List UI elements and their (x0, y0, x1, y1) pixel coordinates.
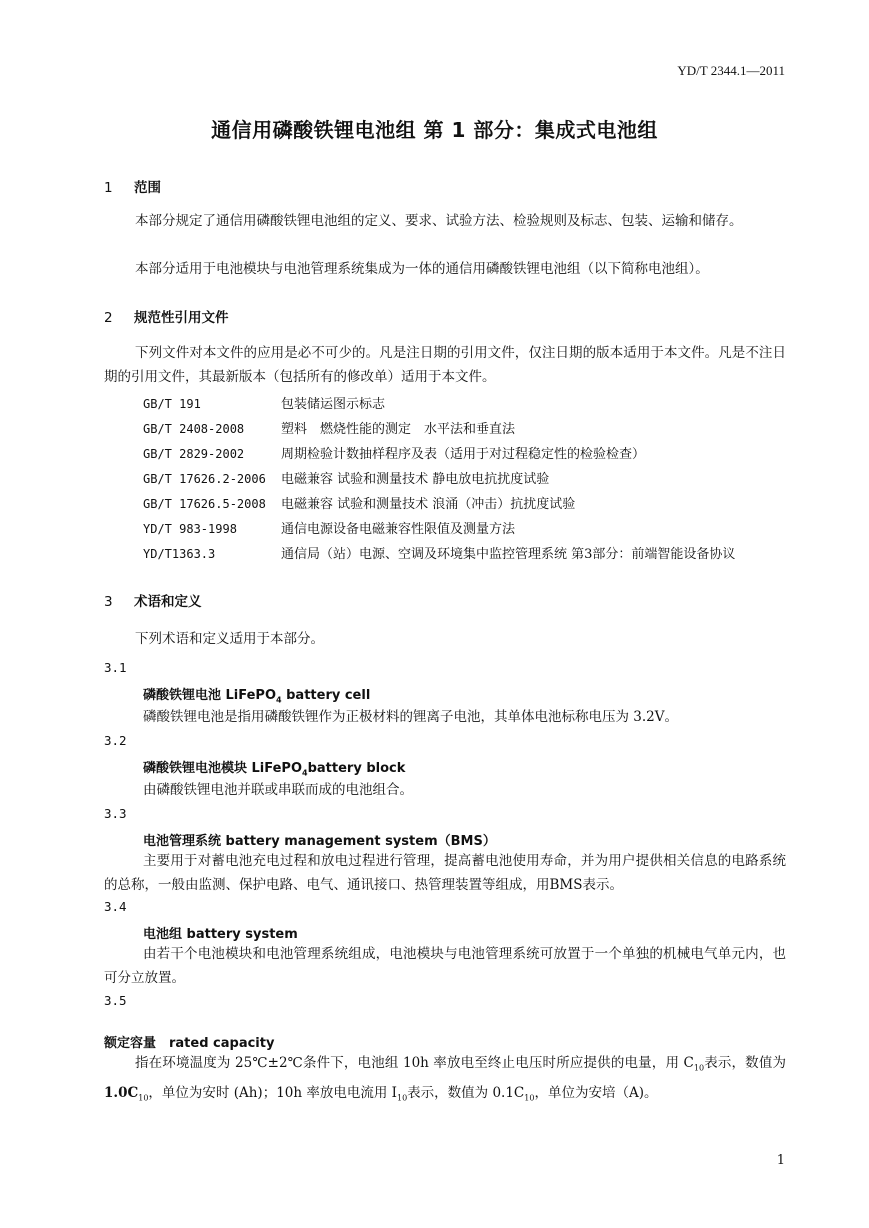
term-definition: 由若干个电池模块和电池管理系统组成，电池模块与电池管理系统可放置于一个单独的机械电气单元内，也可分立放置。 (104, 946, 786, 986)
reference-title: 通信电源设备电磁兼容性限值及测量方法 (281, 522, 516, 537)
clause-number: 3.1 (104, 660, 127, 675)
reference-item (143, 493, 575, 512)
section-number: 2 (104, 310, 113, 326)
reference-code: GB/T 2408-2008 (143, 422, 245, 436)
reference-item (143, 543, 735, 562)
section-title: 范围 (134, 180, 161, 196)
clause-number: 3.2 (104, 733, 127, 748)
reference-code: GB/T 2829-2002 (143, 447, 245, 461)
reference-title: 电磁兼容 试验和测量技术 浪涌（冲击）抗扰度试验 (281, 497, 576, 512)
term-definition: 主要用于对蓄电池充电过程和放电过程进行管理，提高蓄电池使用寿命，并为用户提供相关信息的电路系统的总称，一般由监测、保护电路、电气、通讯接口、热管理装置等组成，用BMS表示。 (104, 853, 786, 893)
reference-item (143, 468, 549, 487)
reference-title: 塑料 燃烧性能的测定 水平法和垂直法 (281, 422, 516, 437)
term-rated-capacity: 额定容量 rated capacity (104, 1036, 275, 1051)
reference-code: GB/T 17626.2-2006 (143, 472, 266, 486)
reference-code: GB/T 191 (143, 397, 201, 411)
reference-item (143, 418, 515, 437)
reference-code: YD/T1363.3 (143, 547, 216, 561)
clause-number: 3.5 (104, 993, 127, 1008)
reference-item (143, 393, 385, 412)
term-definition: 指在环境温度为 25℃±2℃条件下，电池组 10h 率放电至终止电压时所应提供的电量，用 $C_{10}$表示，数值为 $1.0C_{10}$，单位为安时 (Ah)；10h 率放电电流用 $I_{10}$表示，数值为 $0.1C_{10}$，单位为安培（A)。 (104, 1055, 786, 1103)
document-id: YD/T 2344.1—2011 (677, 63, 785, 78)
clause-number: 3.3 (104, 806, 127, 821)
section-2-heading (104, 306, 229, 326)
section-number: 1 (104, 180, 113, 196)
section-1-paragraph-2: 本部分适用于电池模块与电池管理系统集成为一体的通信用磷酸铁锂电池组（以下简称电池组）。 (135, 261, 709, 277)
term-definition: 磷酸铁锂电池是指用磷酸铁锂作为正极材料的锂离子电池，其单体电池标称电压为 3.2V。 (143, 709, 679, 725)
reference-code: YD/T 983-1998 (143, 522, 237, 536)
section-3-intro: 下列术语和定义适用于本部分。 (135, 631, 324, 647)
section-3-heading (104, 590, 202, 610)
page-number: 1 (776, 1153, 785, 1168)
reference-item (143, 443, 645, 462)
term-lifepo4-block: 磷酸铁锂电池模块 LiFePO$_4$battery block (143, 761, 406, 778)
section-1-heading (104, 176, 161, 196)
term-battery-system: 电池组 battery system (143, 927, 298, 942)
section-1-paragraph-1: 本部分规定了通信用磷酸铁锂电池组的定义、要求、试验方法、检验规则及标志、包装、运输和储存。 (135, 213, 743, 229)
section-number: 3 (104, 594, 113, 610)
reference-item (143, 518, 515, 537)
reference-code: GB/T 17626.5-2008 (143, 497, 266, 511)
term-bms: 电池管理系统 battery management system（BMS） (143, 834, 496, 849)
clause-number: 3.4 (104, 899, 127, 914)
reference-title: 电磁兼容 试验和测量技术 静电放电抗扰度试验 (281, 472, 550, 487)
section-title: 规范性引用文件 (134, 310, 229, 326)
reference-title: 周期检验计数抽样程序及表（适用于对过程稳定性的检验检查） (281, 447, 646, 462)
term-definition: 由磷酸铁锂电池并联或串联而成的电池组合。 (143, 782, 413, 798)
section-title: 术语和定义 (134, 594, 202, 610)
term-lifepo4-cell: 磷酸铁锂电池 LiFePO$_4$ battery cell (143, 688, 371, 705)
section-2-paragraph-1: 下列文件对本文件的应用是必不可少的。凡是注日期的引用文件，仅注日期的版本适用于本文件。凡是不注日期的引用文件，其最新版本（包括所有的修改单）适用于本文件。 (104, 345, 786, 385)
reference-title: 包装储运图示标志 (281, 397, 386, 412)
reference-title: 通信局（站）电源、空调及环境集中监控管理系统 第3部分：前端智能设备协议 (281, 547, 736, 562)
document-title: 通信用磷酸铁锂电池组 第 1 部分：集成式电池组 (211, 118, 658, 142)
